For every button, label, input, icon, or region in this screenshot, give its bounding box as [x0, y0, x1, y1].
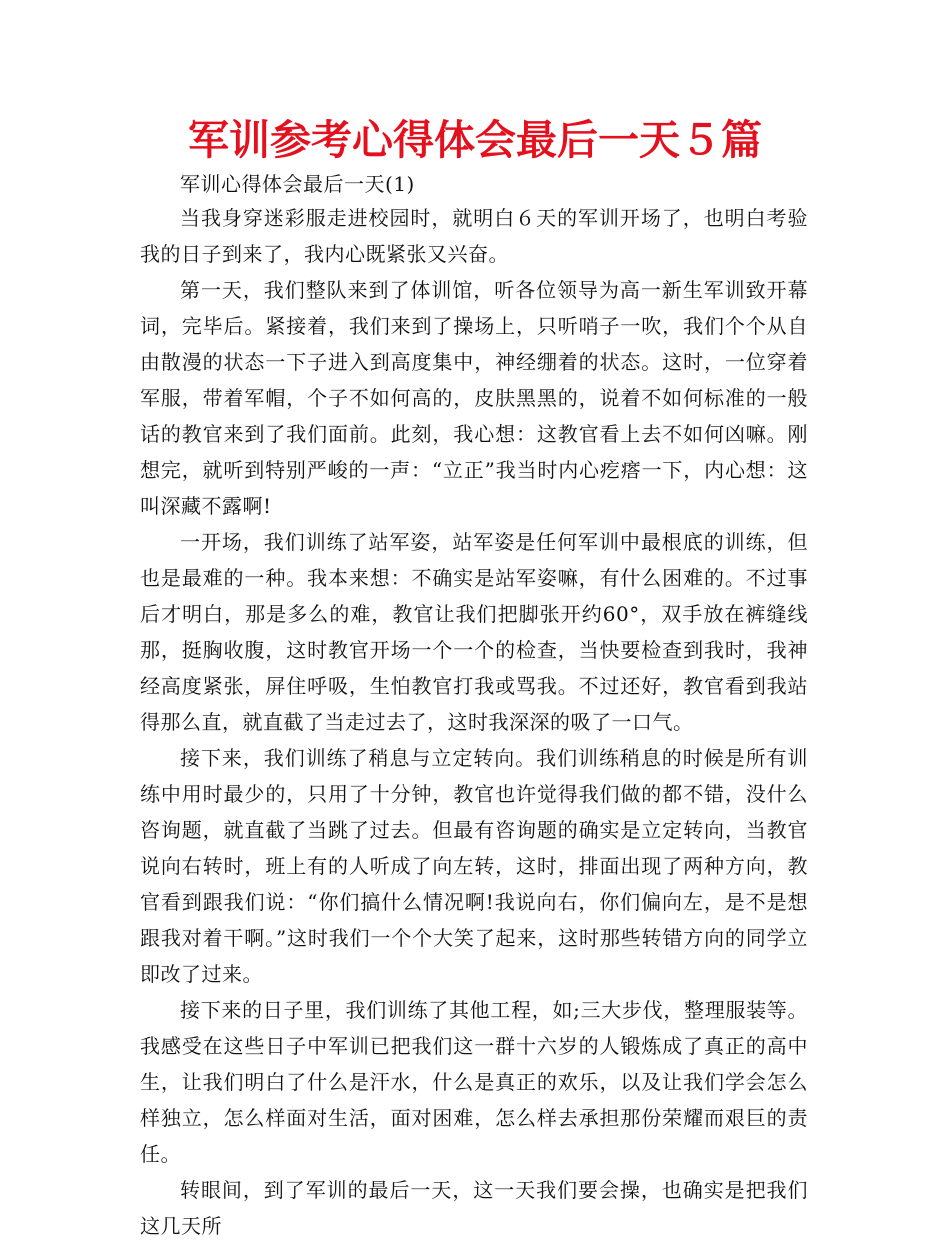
body-paragraph: 第一天，我们整队来到了体训馆，听各位领导为高一新生军训致开幕词，完毕后。紧接着，我们来到了操场上，只听哨子一吹，我们个个从自由散漫的状态一下子进入到高度集中，神经绷着的状态。这时，一位穿着军服，带着军帽，个子不如何高的，皮肤黑黑的，说着不如何标准的一般话的教官来到了我们面前。此刻，我心想：这教官看上去不如何凶嘛。刚想完，就听到特别严峻的一声：“立正”我当时内心疙瘩一下，内心想：这叫深藏不露啊!: [140, 278, 808, 518]
section-subtitle: 军训心得体会最后一天(1): [180, 172, 415, 196]
body-paragraph: 接下来的日子里，我们训练了其他工程，如;三大步伐，整理服装等。我感受在这些日子中军训已把我们这一群十六岁的人锻炼成了真正的高中生，让我们明白了什么是汗水，什么是真正的欢乐，以及让我们学会怎么样独立，怎么样面对生活，面对困难，怎么样去承担那份荣耀而艰巨的责任。: [140, 998, 808, 1166]
body-paragraph: 当我身穿迷彩服走进校园时，就明白６天的军训开场了，也明白考验我的日子到来了，我内心既紧张又兴奋。: [140, 206, 808, 266]
body-paragraph: 接下来，我们训练了稍息与立定转向。我们训练稍息的时候是所有训练中用时最少的，只用了十分钟，教官也许觉得我们做的都不错，没什么咨询题，就直截了当跳了过去。但最有咨询题的确实是立定转向，当教官说向右转时，班上有的人听成了向左转，这时，排面出现了两种方向，教官看到跟我们说：“你们搞什么情况啊!我说向右，你们偏向左，是不是想跟我对着干啊。”这时我们一个个大笑了起来，这时那些转错方向的同学立即改了过来。: [140, 746, 808, 986]
document-body: [140, 168, 808, 1244]
body-paragraph: 转眼间，到了军训的最后一天，这一天我们要会操，也确实是把我们这几天所: [140, 1178, 808, 1238]
body-paragraph: 一开场，我们训练了站军姿，站军姿是任何军训中最根底的训练，但也是最难的一种。我本来想：不确实是站军姿嘛，有什么困难的。不过事后才明白，那是多么的难，教官让我们把脚张开约60°，双手放在裤缝线那，挺胸收腹，这时教官开场一个一个的检查，当快要检查到我时，我神经高度紧张，屏住呼吸，生怕教官打我或骂我。不过还好，教官看到我站得那么直，就直截了当走过去了，这时我深深的吸了一口气。: [140, 530, 808, 734]
document-title: 军训参考心得体会最后一天５篇: [188, 116, 762, 164]
